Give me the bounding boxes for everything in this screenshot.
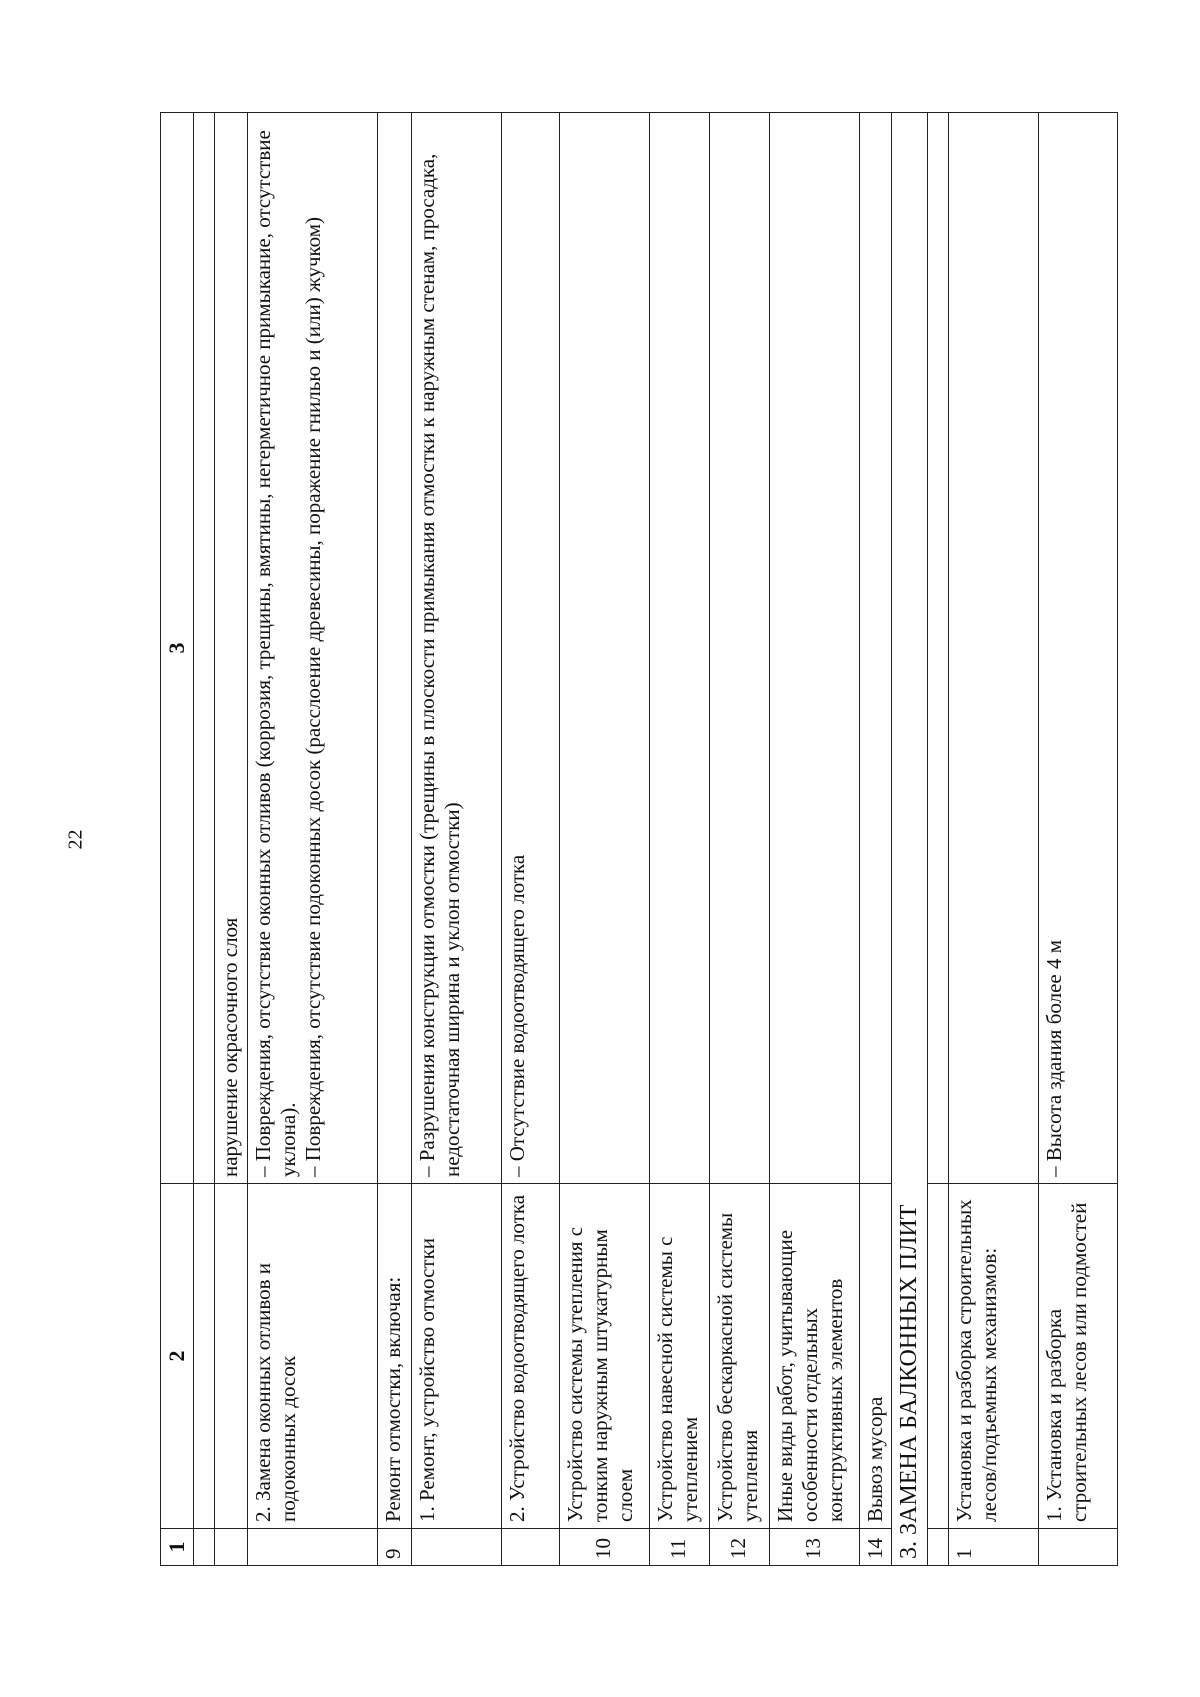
column-header-3: 3 [161,113,194,1184]
section-title: 3. ЗАМЕНА БАЛКОННЫХ ПЛИТ [891,113,927,1566]
row-work: Устройство бескаркасной системы утепления [709,1184,769,1529]
row-number [501,1529,559,1566]
row-work: 2. Замена оконных отливов и подоконных досок [247,1184,377,1529]
row-work: 1. Ремонт, устройство отмостки [411,1184,501,1529]
row-work: Иные виды работ, учитывающие особенности отдельных конструктивных элементов [769,1184,859,1529]
table-row-spacer [194,113,215,1566]
page-number: 22 [64,829,87,850]
row-number: 13 [769,1529,859,1566]
row-description [948,113,1038,1184]
row-description [377,113,411,1184]
row-description [769,113,859,1184]
document-table [160,112,1118,1566]
row-number [215,1529,247,1566]
table-row [215,113,247,1566]
row-work [215,1184,247,1529]
table-row [247,113,377,1566]
row-description [559,113,649,1184]
table-row [948,113,1038,1566]
table-row [559,113,649,1566]
table-row [649,113,709,1566]
row-number: 14 [859,1529,891,1566]
row-work: Устройство навесной системы с утеплением [649,1184,709,1529]
row-description: нарушение окрасочного слоя [215,113,247,1184]
row-number: 10 [559,1529,649,1566]
row-number: 12 [709,1529,769,1566]
table-row [501,113,559,1566]
row-work: Устройство системы утепления с тонким наружным штукатурным слоем [559,1184,649,1529]
row-description [649,113,709,1184]
table-row [709,113,769,1566]
row-number: 1 [948,1529,1038,1566]
column-header-2: 2 [161,1184,194,1529]
row-description [709,113,769,1184]
row-description: – Отсутствие водоотводящего лотка [501,113,559,1184]
table-row [769,113,859,1566]
table-header-row [161,113,194,1566]
row-number: 11 [649,1529,709,1566]
row-number [1038,1529,1117,1566]
row-description: – Повреждения, отсутствие оконных отливов (коррозия, трещины, вмятины, негерметичное примыкание, отсутствие уклона). – Повреждения, отсутствие подоконных досок (расслоение древесины, поражение гнилью и (или) жучком) [247,113,377,1184]
section-title-row [891,113,927,1566]
row-description: – Высота здания более 4 м [1038,113,1117,1184]
document-table-rotated [160,113,1118,1566]
row-number [411,1529,501,1566]
column-header-1: 1 [161,1529,194,1566]
table-row [1038,113,1117,1566]
table-row [859,113,891,1566]
row-number [247,1529,377,1566]
row-work: Вывоз мусора [859,1184,891,1529]
table-row [411,113,501,1566]
table-row [377,113,411,1566]
table-row-spacer [927,113,948,1566]
row-work: Установка и разборка строительных лесов/подъемных механизмов: [948,1184,1038,1529]
row-description: – Разрушения конструкции отмостки (трещины в плоскости примыкания отмостки к наружным стенам, просадка, недостаточная ширина и уклон отмостки) [411,113,501,1184]
row-work: Ремонт отмостки, включая: [377,1184,411,1529]
row-work: 2. Устройство водоотводящего лотка [501,1184,559,1529]
row-number: 9 [377,1529,411,1566]
row-work: 1. Установка и разборка строительных лесов или подмостей [1038,1184,1117,1529]
row-description [859,113,891,1184]
